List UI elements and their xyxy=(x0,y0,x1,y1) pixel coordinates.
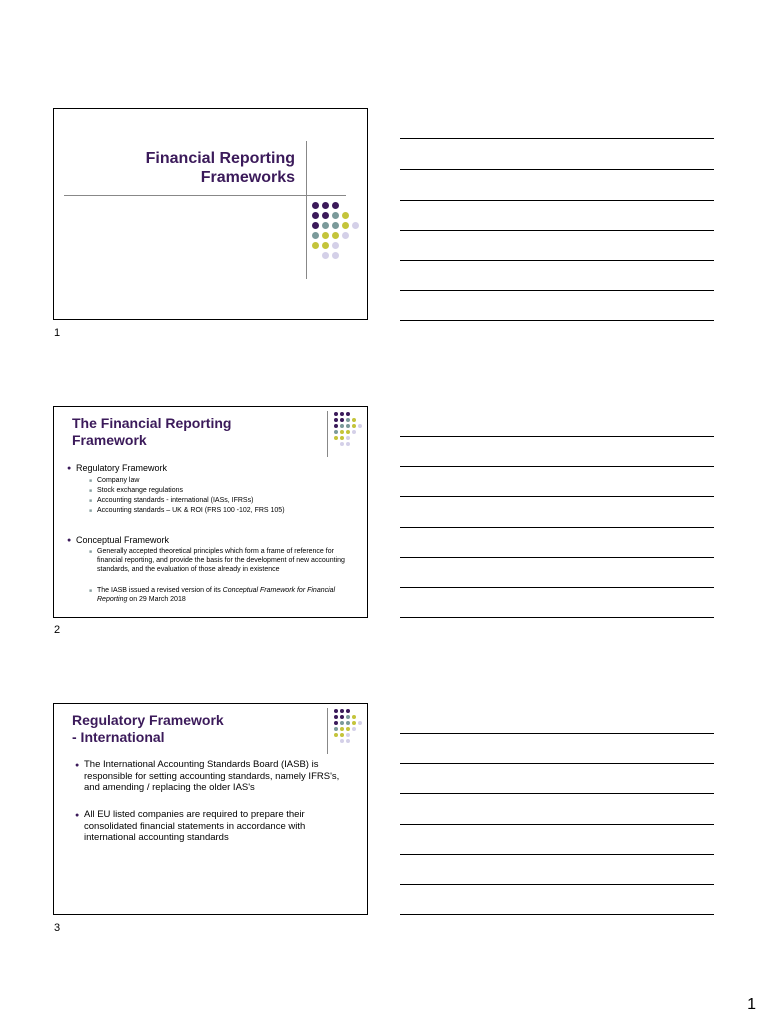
note-line xyxy=(400,138,714,139)
dot-grid-decoration xyxy=(334,709,362,743)
decorative-dot xyxy=(352,430,356,434)
note-line xyxy=(400,290,714,291)
decorative-dot xyxy=(346,442,350,446)
note-line xyxy=(400,496,714,497)
decorative-dot xyxy=(312,202,319,209)
decorative-dot xyxy=(312,252,319,259)
note-line xyxy=(400,733,714,734)
decorative-dot xyxy=(358,442,362,446)
slide-2-title-line2: Framework xyxy=(72,432,147,448)
decorative-dot xyxy=(342,212,349,219)
decorative-dot xyxy=(346,733,350,737)
bullet-conceptual-framework: ● Conceptual Framework xyxy=(76,535,169,546)
decorative-dot xyxy=(358,709,362,713)
decorative-dot xyxy=(334,709,338,713)
page-number: 1 xyxy=(747,996,756,1013)
decorative-dot xyxy=(322,202,329,209)
decorative-dot xyxy=(352,202,359,209)
sub-bullet: ■ Company law xyxy=(97,476,347,485)
decorative-dot xyxy=(352,252,359,259)
decorative-dot xyxy=(358,721,362,725)
decorative-dot xyxy=(334,739,338,743)
decorative-dot xyxy=(346,709,350,713)
decorative-dot xyxy=(340,709,344,713)
note-line xyxy=(400,763,714,764)
decorative-dot xyxy=(340,715,344,719)
decorative-dot xyxy=(332,242,339,249)
decorative-dot xyxy=(352,739,356,743)
sub-bullet: ■ Generally accepted theoretical principles which form a frame of reference for financial reporting, and provide the basis for the development of new accounting standards, and the evaluation of those already in existence xyxy=(97,547,347,574)
note-line xyxy=(400,200,714,201)
decorative-dot xyxy=(334,412,338,416)
decorative-dot xyxy=(352,709,356,713)
dot-grid-decoration xyxy=(334,412,362,446)
decorative-dot xyxy=(322,232,329,239)
decorative-dot xyxy=(312,242,319,249)
decorative-dot xyxy=(352,727,356,731)
decorative-dot xyxy=(334,430,338,434)
decorative-dot xyxy=(352,418,356,422)
decorative-dot xyxy=(346,412,350,416)
decorative-dot xyxy=(334,721,338,725)
decorative-dot xyxy=(322,222,329,229)
decorative-dot xyxy=(340,418,344,422)
decorative-dot xyxy=(342,202,349,209)
decorative-dot xyxy=(342,222,349,229)
decorative-dot xyxy=(352,242,359,249)
decorative-dot xyxy=(346,721,350,725)
slide-1-title-line1: Financial Reporting xyxy=(145,150,295,167)
decorative-dot xyxy=(334,424,338,428)
slide-1 xyxy=(53,108,368,320)
decorative-dot xyxy=(340,442,344,446)
slide-3-number: 3 xyxy=(54,922,61,934)
decorative-dot xyxy=(332,232,339,239)
note-line xyxy=(400,466,714,467)
slide-1-title-line2: Frameworks xyxy=(200,169,295,186)
slide-1-number: 1 xyxy=(54,327,61,339)
bullet-iasb: ● The International Accounting Standards Board (IASB) is responsible for setting accounting standards, namely IFRS's, and amending / replacing the older IAS's xyxy=(84,759,344,794)
decorative-dot xyxy=(340,430,344,434)
divider-vertical xyxy=(327,708,328,754)
slide-1-title xyxy=(114,149,295,187)
decorative-dot xyxy=(322,212,329,219)
decorative-dot xyxy=(342,252,349,259)
sub-bullet-italic-text: Conceptual Framework for Financial Reporting xyxy=(97,587,336,603)
decorative-dot xyxy=(340,727,344,731)
decorative-dot xyxy=(332,202,339,209)
divider-vertical xyxy=(327,411,328,457)
note-line xyxy=(400,617,714,618)
sub-bullet: ■ Accounting standards – UK & ROI (FRS 100 -102, FRS 105) xyxy=(97,506,347,515)
decorative-dot xyxy=(346,436,350,440)
decorative-dot xyxy=(332,212,339,219)
slide-3-title-line2: - International xyxy=(72,729,165,745)
decorative-dot xyxy=(334,727,338,731)
note-line xyxy=(400,884,714,885)
decorative-dot xyxy=(352,212,359,219)
decorative-dot xyxy=(340,412,344,416)
decorative-dot xyxy=(352,232,359,239)
slide-2-number: 2 xyxy=(54,624,61,636)
decorative-dot xyxy=(334,436,338,440)
divider-vertical xyxy=(306,141,307,279)
note-line xyxy=(400,824,714,825)
decorative-dot xyxy=(322,252,329,259)
decorative-dot xyxy=(346,424,350,428)
decorative-dot xyxy=(358,727,362,731)
bullet-eu-listed: ● All EU listed companies are required to prepare their consolidated financial statements in accordance with international accounting standards xyxy=(84,809,344,844)
decorative-dot xyxy=(358,430,362,434)
decorative-dot xyxy=(352,424,356,428)
decorative-dot xyxy=(352,733,356,737)
note-line xyxy=(400,793,714,794)
decorative-dot xyxy=(322,242,329,249)
bullet-regulatory-framework: ● Regulatory Framework xyxy=(76,463,167,474)
decorative-dot xyxy=(352,412,356,416)
decorative-dot xyxy=(340,424,344,428)
note-line xyxy=(400,914,714,915)
slide-3 xyxy=(53,703,368,915)
note-line xyxy=(400,260,714,261)
sub-bullet-iasb xyxy=(97,586,347,604)
decorative-dot xyxy=(332,252,339,259)
note-line xyxy=(400,320,714,321)
decorative-dot xyxy=(352,721,356,725)
decorative-dot xyxy=(358,424,362,428)
decorative-dot xyxy=(340,721,344,725)
decorative-dot xyxy=(332,222,339,229)
decorative-dot xyxy=(346,715,350,719)
decorative-dot xyxy=(312,212,319,219)
slide-2 xyxy=(53,406,368,618)
slide-3-title xyxy=(72,712,224,746)
note-line xyxy=(400,557,714,558)
decorative-dot xyxy=(340,739,344,743)
note-line xyxy=(400,230,714,231)
sub-bullet-text: on 29 March 2018 xyxy=(127,596,186,603)
decorative-dot xyxy=(340,733,344,737)
decorative-dot xyxy=(346,430,350,434)
note-line xyxy=(400,169,714,170)
note-line xyxy=(400,587,714,588)
sub-bullet-text: The IASB issued a revised version of its xyxy=(97,587,223,594)
decorative-dot xyxy=(352,442,356,446)
decorative-dot xyxy=(352,715,356,719)
decorative-dot xyxy=(358,412,362,416)
note-line xyxy=(400,854,714,855)
divider-horizontal xyxy=(64,195,346,196)
decorative-dot xyxy=(334,733,338,737)
decorative-dot xyxy=(312,232,319,239)
decorative-dot xyxy=(358,733,362,737)
decorative-dot xyxy=(334,715,338,719)
decorative-dot xyxy=(334,442,338,446)
decorative-dot xyxy=(358,715,362,719)
decorative-dot xyxy=(340,436,344,440)
note-line xyxy=(400,436,714,437)
decorative-dot xyxy=(358,418,362,422)
decorative-dot xyxy=(312,222,319,229)
decorative-dot xyxy=(342,232,349,239)
slide-3-title-line1: Regulatory Framework xyxy=(72,712,224,728)
decorative-dot xyxy=(334,418,338,422)
note-line xyxy=(400,527,714,528)
dot-grid-decoration xyxy=(312,202,359,259)
slide-2-title-line1: The Financial Reporting xyxy=(72,415,232,431)
decorative-dot xyxy=(352,436,356,440)
sub-bullet: ■ Stock exchange regulations xyxy=(97,486,347,495)
slide-2-title xyxy=(72,415,231,449)
decorative-dot xyxy=(352,222,359,229)
decorative-dot xyxy=(358,739,362,743)
decorative-dot xyxy=(346,418,350,422)
decorative-dot xyxy=(346,727,350,731)
decorative-dot xyxy=(358,436,362,440)
decorative-dot xyxy=(346,739,350,743)
sub-bullet: ■ Accounting standards - international (IASs, IFRSs) xyxy=(97,496,347,505)
decorative-dot xyxy=(342,242,349,249)
